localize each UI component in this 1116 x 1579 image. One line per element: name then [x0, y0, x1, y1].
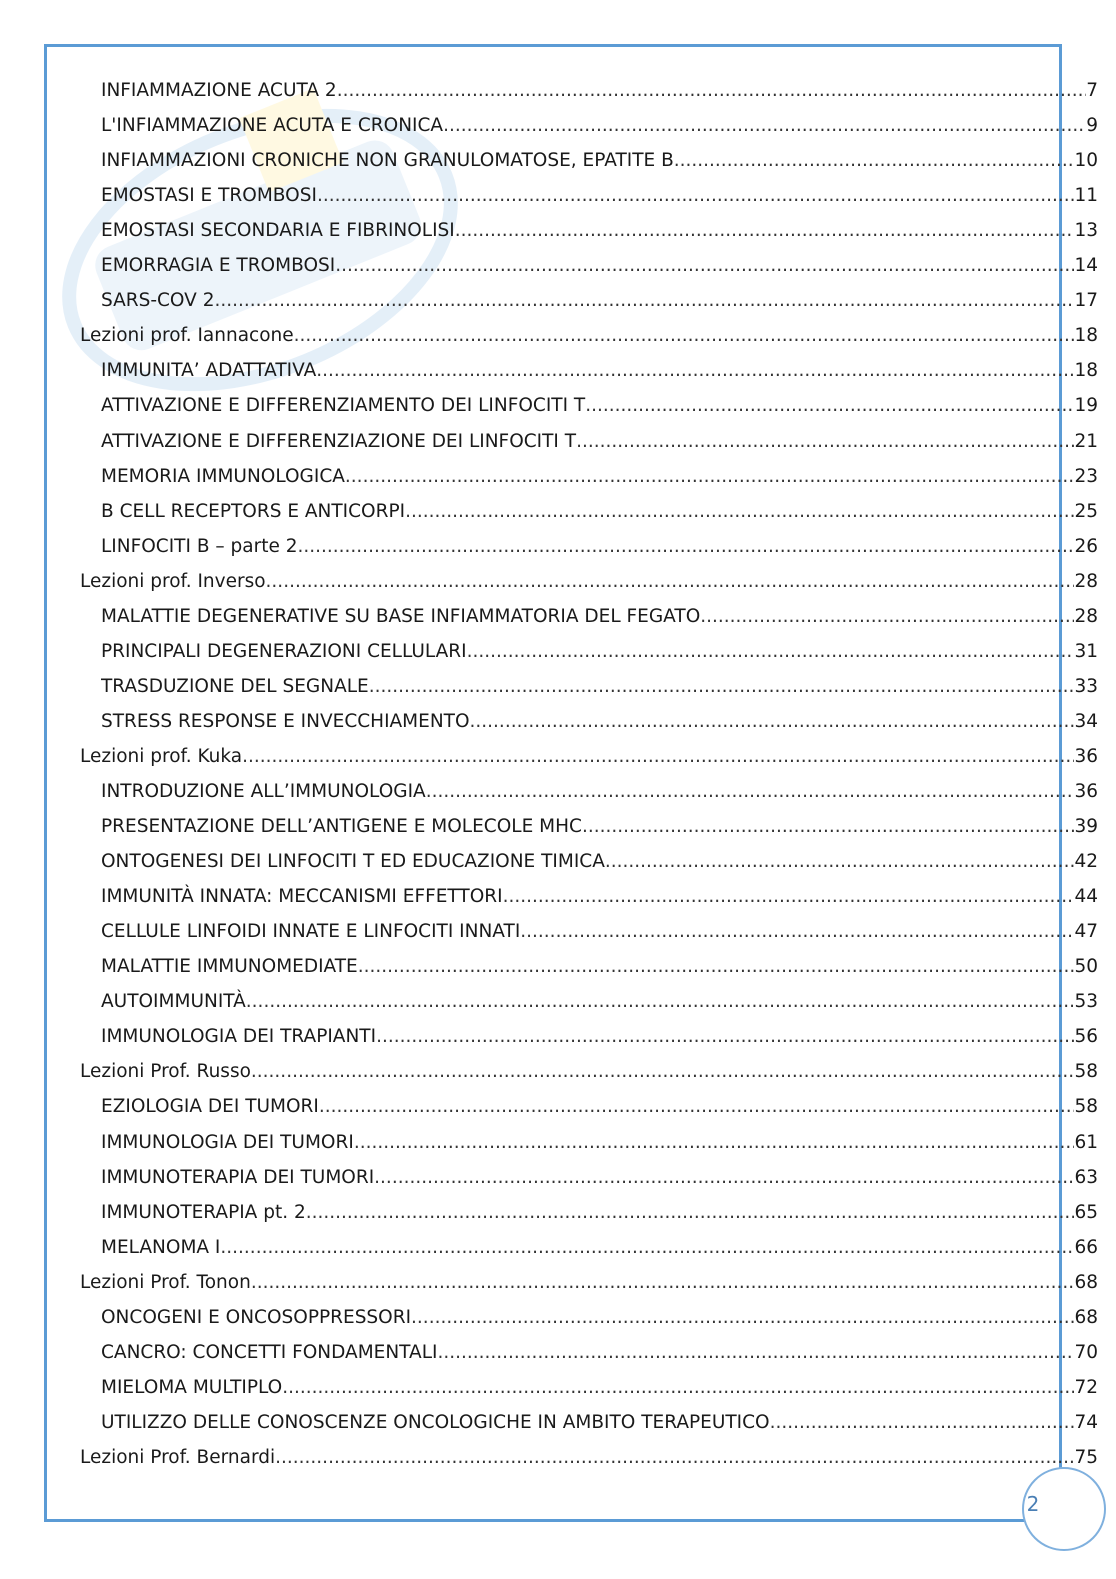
- toc-dot-leader: [674, 146, 1075, 176]
- toc-entry-page: 50: [1074, 956, 1098, 978]
- toc-dot-leader: [455, 216, 1075, 246]
- toc-entry-title: CANCRO: CONCETTI FONDAMENTALI: [101, 1341, 438, 1363]
- toc-entry[interactable]: [101, 602, 1098, 632]
- toc-entry-title: MELANOMA I: [101, 1236, 221, 1258]
- toc-entry-page: 34: [1074, 710, 1098, 732]
- toc-entry-page: 25: [1074, 500, 1098, 522]
- toc-dot-leader: [405, 497, 1074, 527]
- toc-entry-title: PRINCIPALI DEGENERAZIONI CELLULARI: [101, 640, 467, 662]
- toc-entry-page: 63: [1074, 1166, 1098, 1188]
- toc-dot-leader: [443, 111, 1086, 141]
- toc-entry-title: ATTIVAZIONE E DIFFERENZIAMENTO DEI LINFOCITI T: [101, 395, 586, 417]
- toc-entry-page: 18: [1074, 360, 1098, 382]
- toc-dot-leader: [275, 1443, 1074, 1473]
- toc-dot-leader: [520, 917, 1074, 947]
- toc-entry[interactable]: [101, 1022, 1098, 1052]
- toc-dot-leader: [306, 1198, 1075, 1228]
- toc-entry-page: 23: [1074, 465, 1098, 487]
- toc-entry-title: STRESS RESPONSE E INVECCHIAMENTO: [101, 710, 470, 732]
- toc-entry[interactable]: [101, 1373, 1098, 1403]
- toc-dot-leader: [220, 1233, 1074, 1263]
- toc-entry-title: UTILIZZO DELLE CONOSCENZE ONCOLOGICHE IN AMBITO TERAPEUTICO: [101, 1411, 770, 1433]
- toc-dot-leader: [242, 742, 1074, 772]
- toc-entry-title: Lezioni Prof. Russo: [80, 1061, 251, 1083]
- toc-dot-leader: [576, 427, 1074, 457]
- toc-entry[interactable]: [101, 777, 1098, 807]
- toc-dot-leader: [266, 567, 1075, 597]
- toc-entry[interactable]: [101, 251, 1098, 281]
- toc-entry[interactable]: [101, 1233, 1098, 1263]
- toc-entry[interactable]: [101, 847, 1098, 877]
- toc-entry-page: 17: [1074, 290, 1098, 312]
- toc-entry-title: Lezioni Prof. Tonon: [80, 1271, 251, 1293]
- toc-entry[interactable]: [101, 952, 1098, 982]
- toc-entry-page: 10: [1074, 150, 1098, 172]
- toc-entry-title: Lezioni prof. Inverso: [80, 570, 266, 592]
- toc-entry-page: 68: [1074, 1271, 1098, 1293]
- toc-entry[interactable]: [101, 1092, 1098, 1122]
- toc-entry-title: EMOSTASI SECONDARIA E FIBRINOLISI: [101, 220, 455, 242]
- toc-dot-leader: [437, 1338, 1074, 1368]
- toc-entry-page: 75: [1074, 1446, 1098, 1468]
- toc-entry-page: 19: [1074, 395, 1098, 417]
- toc-entry-page: 70: [1074, 1341, 1098, 1363]
- toc-entry-page: 74: [1074, 1411, 1098, 1433]
- toc-entry[interactable]: [101, 1163, 1098, 1193]
- toc-entry-page: 36: [1074, 781, 1098, 802]
- toc-dot-leader: [251, 1057, 1075, 1087]
- toc-entry[interactable]: [101, 672, 1098, 702]
- toc-dot-leader: [467, 637, 1075, 667]
- toc-dot-leader: [354, 1128, 1075, 1158]
- toc-entry-title: MALATTIE IMMUNOMEDIATE: [101, 956, 358, 978]
- toc-dot-leader: [376, 1022, 1074, 1052]
- toc-entry-page: 66: [1074, 1236, 1098, 1258]
- toc-entry[interactable]: [101, 987, 1098, 1017]
- toc-entry-title: IMMUNOTERAPIA DEI TUMORI: [101, 1166, 375, 1188]
- toc-entry[interactable]: [101, 532, 1098, 562]
- toc-dot-leader: [319, 1092, 1075, 1122]
- toc-entry-page: 53: [1074, 991, 1098, 1013]
- toc-entry[interactable]: [101, 111, 1098, 141]
- toc-dot-leader: [411, 1303, 1074, 1333]
- toc-dot-leader: [317, 181, 1075, 211]
- toc-entry-title: ONCOGENI E ONCOSOPPRESSORI: [101, 1306, 412, 1328]
- toc-entry-page: 36: [1074, 745, 1098, 767]
- toc-entry-title: MEMORIA IMMUNOLOGICA: [101, 465, 345, 487]
- toc-section-entry[interactable]: [80, 1268, 1098, 1298]
- toc-dot-leader: [298, 532, 1075, 562]
- toc-entry[interactable]: [101, 812, 1098, 842]
- toc-entry[interactable]: [101, 1338, 1098, 1368]
- toc-dot-leader: [369, 672, 1075, 702]
- toc-entry-page: 28: [1074, 605, 1098, 627]
- toc-entry-title: TRASDUZIONE DEL SEGNALE: [101, 675, 369, 697]
- toc-section-entry[interactable]: [80, 567, 1098, 597]
- toc-entry-title: MALATTIE DEGENERATIVE SU BASE INFIAMMATORIA DEL FEGATO: [101, 605, 701, 627]
- toc-entry-page: 44: [1074, 886, 1098, 908]
- toc-entry[interactable]: [101, 181, 1098, 211]
- toc-entry[interactable]: [101, 216, 1098, 246]
- toc-section-entry[interactable]: [80, 1443, 1098, 1473]
- toc-entry-page: 11: [1074, 185, 1098, 207]
- toc-entry-page: 68: [1074, 1306, 1098, 1328]
- toc-entry-title: AUTOIMMUNITÀ: [101, 991, 246, 1013]
- toc-dot-leader: [585, 391, 1074, 421]
- toc-entry-title: INFIAMMAZIONE ACUTA 2: [101, 80, 337, 101]
- toc-entry-page: 39: [1074, 816, 1098, 838]
- toc-entry[interactable]: [101, 707, 1098, 737]
- toc-entry-title: LINFOCITI B – parte 2: [101, 535, 298, 557]
- toc-entry-title: CELLULE LINFOIDI INNATE E LINFOCITI INNATI: [101, 921, 521, 943]
- toc-entry-page: 18: [1074, 325, 1098, 347]
- toc-entry[interactable]: [101, 1303, 1098, 1333]
- toc-dot-leader: [335, 251, 1074, 281]
- toc-entry-page: 28: [1074, 570, 1098, 592]
- toc-entry-title: EZIOLOGIA DEI TUMORI: [101, 1096, 319, 1118]
- toc-dot-leader: [470, 707, 1075, 737]
- toc-dot-leader: [282, 1373, 1074, 1403]
- toc-entry-page: 9: [1086, 115, 1098, 137]
- toc-entry-page: 58: [1074, 1096, 1098, 1118]
- toc-entry-title: EMORRAGIA E TROMBOSI: [101, 255, 336, 277]
- toc-entry-title: EMOSTASI E TROMBOSI: [101, 185, 317, 207]
- toc-dot-leader: [251, 1268, 1075, 1298]
- toc-dot-leader: [770, 1408, 1075, 1438]
- toc-dot-leader: [374, 1163, 1074, 1193]
- toc-dot-leader: [246, 987, 1075, 1017]
- toc-entry-page: 26: [1074, 535, 1098, 557]
- toc-entry[interactable]: [101, 146, 1098, 176]
- toc-entry-title: L'INFIAMMAZIONE ACUTA E CRONICA: [101, 115, 444, 137]
- toc-entry-title: IMMUNOTERAPIA pt. 2: [101, 1201, 306, 1223]
- toc-dot-leader: [503, 882, 1075, 912]
- toc-entry[interactable]: [101, 1408, 1098, 1438]
- page-number: 2: [1026, 1492, 1040, 1516]
- toc-entry[interactable]: [101, 917, 1098, 947]
- toc-entry-title: ATTIVAZIONE E DIFFERENZIAZIONE DEI LINFOCITI T: [101, 430, 577, 452]
- toc-entry[interactable]: [101, 391, 1098, 421]
- toc-entry-page: 14: [1074, 255, 1098, 277]
- toc-section-entry[interactable]: [80, 321, 1098, 351]
- toc-dot-leader: [426, 777, 1075, 807]
- toc-entry-title: IMMUNITÀ INNATA: MECCANISMI EFFETTORI: [101, 886, 503, 908]
- toc-entry[interactable]: [101, 497, 1098, 527]
- toc-entry[interactable]: [101, 1128, 1098, 1158]
- toc-entry[interactable]: [101, 356, 1098, 386]
- toc-entry[interactable]: [101, 882, 1098, 912]
- toc-entry-page: 56: [1074, 1026, 1098, 1048]
- toc-dot-leader: [214, 286, 1074, 316]
- toc-entry-title: PRESENTAZIONE DELL’ANTIGENE E MOLECOLE MHC: [101, 816, 582, 838]
- toc-entry-page: 47: [1074, 921, 1098, 943]
- toc-section-entry[interactable]: [80, 742, 1098, 772]
- toc-entry-page: 21: [1074, 430, 1098, 452]
- toc-entry[interactable]: [101, 1198, 1098, 1228]
- toc-entry-title: IMMUNOLOGIA DEI TRAPIANTI: [101, 1026, 377, 1048]
- toc-entry-page: 61: [1074, 1131, 1098, 1153]
- toc-entry-title: SARS-COV 2: [101, 290, 215, 312]
- toc-entry-title: INFIAMMAZIONI CRONICHE NON GRANULOMATOSE, EPATITE B: [101, 150, 674, 172]
- toc-entry-page: 7: [1086, 80, 1098, 101]
- toc-section-entry[interactable]: [80, 1057, 1098, 1087]
- toc-dot-leader: [582, 812, 1075, 842]
- toc-entry-page: 33: [1074, 675, 1098, 697]
- toc-entry[interactable]: [101, 427, 1098, 457]
- toc-entry-title: Lezioni Prof. Bernardi: [80, 1446, 276, 1468]
- toc-dot-leader: [337, 76, 1087, 106]
- toc-entry-title: Lezioni prof. Iannacone: [80, 325, 294, 347]
- toc-entry-title: Lezioni prof. Kuka: [80, 745, 243, 767]
- toc-entry-page: 65: [1074, 1201, 1098, 1223]
- toc-entry-title: INTRODUZIONE ALL’IMMUNOLOGIA: [101, 781, 426, 802]
- toc-entry-page: 13: [1074, 220, 1098, 242]
- toc-entry-title: IMMUNITA’ ADATTATIVA: [101, 360, 317, 382]
- toc-dot-leader: [700, 602, 1074, 632]
- toc-entry-page: 31: [1074, 640, 1098, 662]
- toc-entry[interactable]: [101, 462, 1098, 492]
- toc-dot-leader: [605, 847, 1075, 877]
- toc-entry-title: B CELL RECEPTORS E ANTICORPI: [101, 500, 406, 522]
- toc-entry[interactable]: [101, 76, 1098, 106]
- toc-dot-leader: [316, 356, 1074, 386]
- toc-entry-page: 58: [1074, 1061, 1098, 1083]
- toc-dot-leader: [358, 952, 1075, 982]
- toc-entry-page: 42: [1074, 851, 1098, 873]
- toc-entry[interactable]: [101, 286, 1098, 316]
- toc-entry-title: ONTOGENESI DEI LINFOCITI T ED EDUCAZIONE TIMICA: [101, 851, 605, 873]
- toc-entry-page: 72: [1074, 1376, 1098, 1398]
- toc-dot-leader: [294, 321, 1075, 351]
- toc-dot-leader: [345, 462, 1075, 492]
- toc-entry[interactable]: [101, 637, 1098, 667]
- toc-entry-title: IMMUNOLOGIA DEI TUMORI: [101, 1131, 354, 1153]
- toc-entry-title: MIELOMA MULTIPLO: [101, 1376, 283, 1398]
